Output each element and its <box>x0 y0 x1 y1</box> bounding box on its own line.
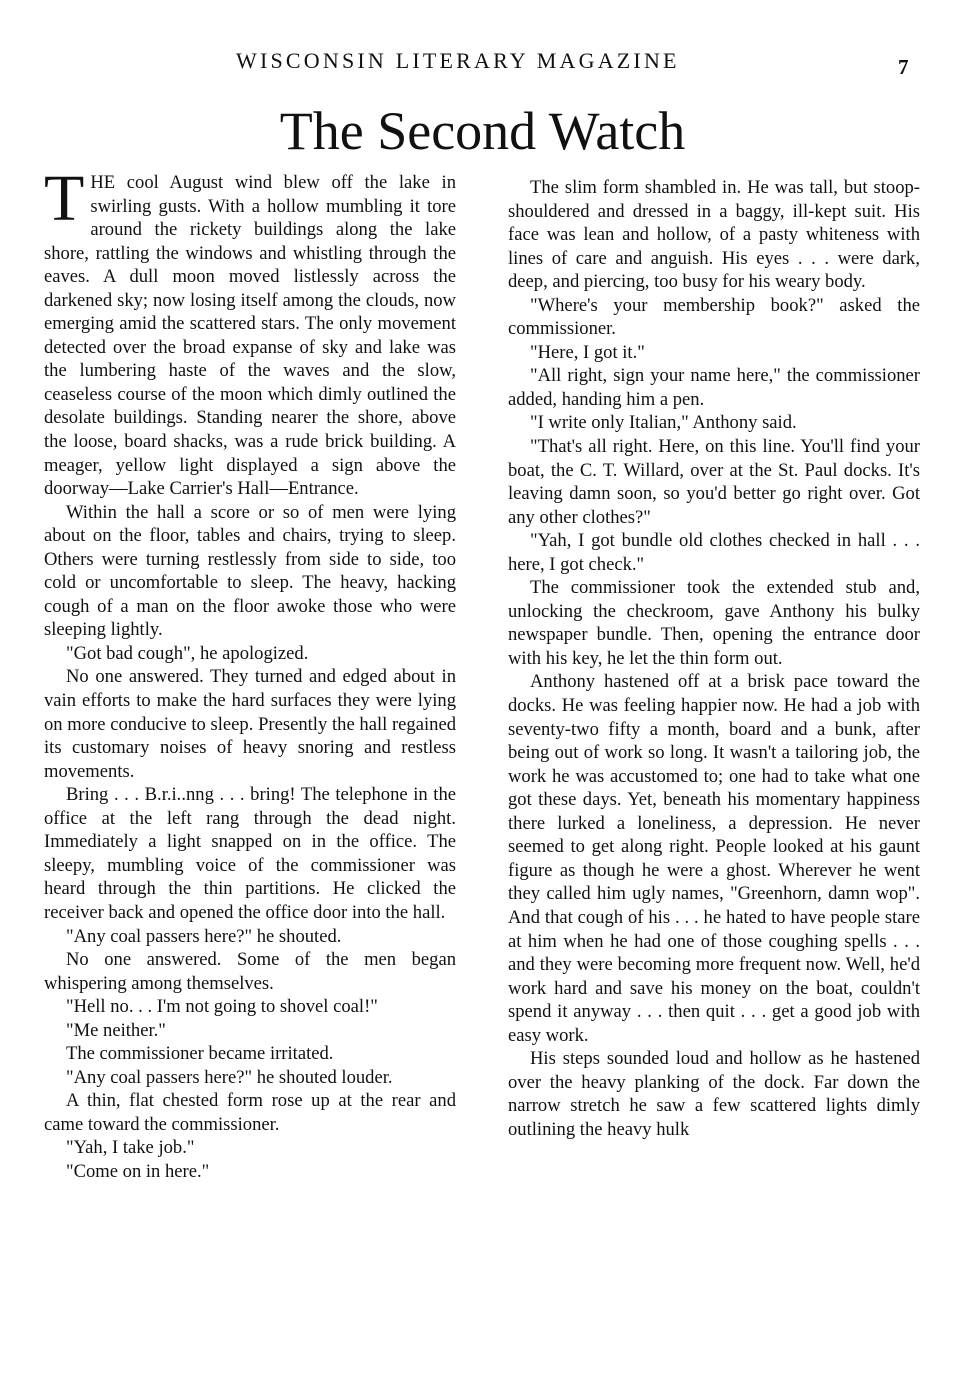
paragraph: "Where's your membership book?" asked the commissioner. <box>508 294 920 340</box>
paragraph: "That's all right. Here, on this line. You'll find your boat, the C. T. Willard, over at the St. Paul docks. It's leaving damn soon, so you'd better go right over. Got any other clothes?" <box>508 436 920 528</box>
paragraph: THE cool August wind blew off the lake in swirling gusts. With a hollow mumbling it tore around the rickety buildings along the lake shore, rattling the windows and whistling through the eaves. A dull moon moved listlessly across the darkened sky; now losing itself among the clouds, now emerging amid the scattered stars. The only movement detected over the broad expanse of sky and lake was the lumbering haste of the waves and the slow, ceaseless course of the moon which dimly outlined the desolate buildings. Standing nearer the shore, above the loose, board shacks, was a rude brick building. A meager, yellow light displayed a sign above the doorway—Lake Carrier's Hall—Entrance. <box>44 162 456 500</box>
paragraph: "All right, sign your name here," the commissioner added, handing him a pen. <box>508 365 920 410</box>
paragraph: Within the hall a score or so of men were lying about on the floor, tables and chairs, trying to sleep. Others were turning restlessly from side to side, too cold or uncomfortable to sleep. The heavy, hacking cough of a man on the floor awoke those who were sleeping lightly. <box>44 501 456 641</box>
paragraph: No one answered. They turned and edged about in vain efforts to make the hard surfaces they were lying on more conducive to sleep. Presently the hall regained its customary noises of heavy snoring and restless movements. <box>44 666 456 782</box>
paragraph: "Yah, I got bundle old clothes checked in hall . . . here, I got check." <box>508 530 920 575</box>
paragraph: His steps sounded loud and hollow as he hastened over the heavy planking of the dock. Far down the narrow stretch he saw a few scattered lights dimly outlining the heavy hulk <box>508 1048 920 1140</box>
paragraph: "I write only Italian," Anthony said. <box>530 412 797 434</box>
left-column <box>44 162 456 1184</box>
paragraph: "Got bad cough", he apologized. <box>66 642 309 664</box>
paragraph: "Any coal passers here?" he shouted. <box>66 925 342 947</box>
paragraph: No one answered. Some of the men began whispering among themselves. <box>44 949 456 994</box>
paragraph: "Me neither." <box>66 1019 166 1041</box>
paragraph: "Here, I got it." <box>530 341 645 363</box>
page-number: 7 <box>898 55 909 79</box>
paragraph: The commissioner became irritated. <box>66 1043 334 1065</box>
article-title: The Second Watch <box>279 101 686 161</box>
drop-cap: T <box>44 162 85 235</box>
paragraph: Anthony hastened off at a brisk pace toward the docks. He was feeling happier now. He had a job with seventy-two fifty a month, board and a bunk, after being out of work so long. It wasn't a tailoring job, the work he was accustomed to; one had to take what one got these days. Yet, beneath his momentary happiness there lurked a loneliness, a depression. He never seemed to get along right. People looked at his gaunt figure as though he were a ghost. Wherever he went they called him ugly names, "Greenhorn, damn wop". And that cough of his . . . he hated to have people stare at him when he had one of those coughing spells . . . and they were becoming more frequent now. Well, he'd work hard and save his money on the boat, couldn't spend it anyway . . . then quit . . . get a good job with easy work. <box>508 671 920 1046</box>
paragraph: The slim form shambled in. He was tall, but stoop-shouldered and dressed in a baggy, ill-kept suit. His face was lean and hollow, of a pasty whiteness with lines of care and anguish. His eyes . . . were dark, deep, and piercing, too busy for his weary body. <box>508 177 920 293</box>
paragraph: "Hell no. . . I'm not going to shovel coal!" <box>66 996 378 1018</box>
paragraph: "Any coal passers here?" he shouted louder. <box>66 1066 393 1088</box>
paragraph: A thin, flat chested form rose up at the rear and came toward the commissioner. <box>44 1090 456 1135</box>
right-column <box>508 176 920 1141</box>
paragraph: "Yah, I take job." <box>66 1137 195 1159</box>
paragraph: "Come on in here." <box>66 1160 210 1182</box>
paragraph: Bring . . . B.r.i..nng . . . bring! The telephone in the office at the left rang through the dead night. Immediately a light snapped on in the office. The sleepy, mumbling voice of the commissioner was heard through the thin partitions. He clicked the receiver back and opened the office door into the hall. <box>44 784 456 923</box>
paragraph: The commissioner took the extended stub and, unlocking the checkroom, gave Anthony his bulky newspaper bundle. Then, opening the entrance door with his key, he let the thin form out. <box>508 577 920 669</box>
running-header: WISCONSIN LITERARY MAGAZINE <box>236 48 680 73</box>
